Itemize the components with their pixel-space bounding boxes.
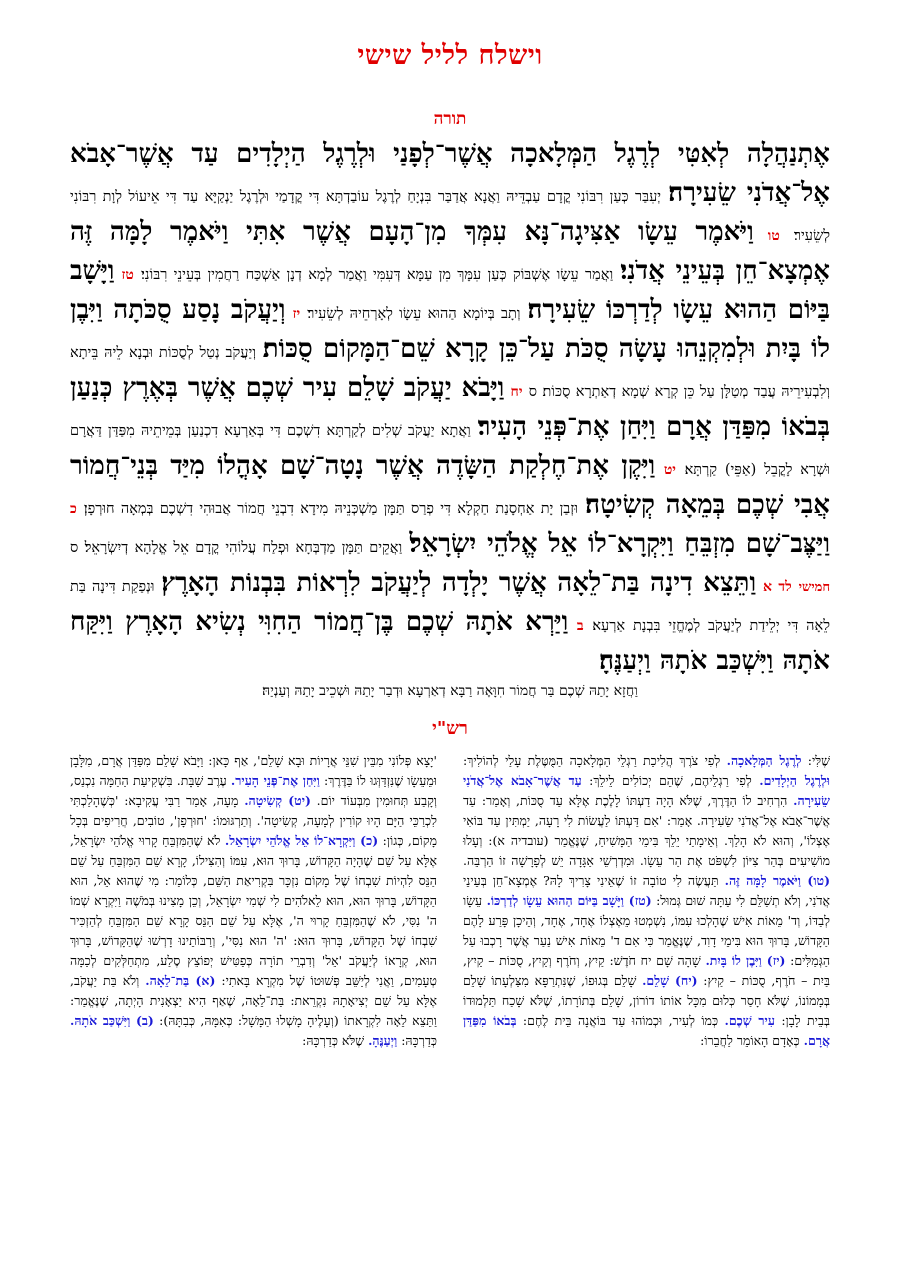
targum-text: וּנְפַקַת דִּינָה בַּת לֵאָה דִּי יְלֵידַת לְיַעֲקֹב לְמֶחֱזֵי בִּבְנָת אַרְעָא׃ (70, 579, 830, 634)
rashi-dibur-hamatchil: וַיִּחַן אֶת־פְּנֵי הָעִיר. (230, 773, 320, 788)
rashi-verse-ref: (א) בַּת־לֵאָה. (145, 973, 216, 988)
targum-text: וּזְבַן יָת אַחְסָנַת חַקְלָא דִּי פְרַס תַּמָּן מַשְׁכְּנֵיהּ מִידָא דִבְנֵי חֲמוֹר אֲבוּהִי דִשְׁכֶם בְּמְאָה חוּרְפָן׃ (83, 501, 579, 517)
targum-text: וַאֲקֵים תַּמָּן מַדְבְּחָא וּפְלַח עֲלוֹהִי קֳדָם אֵל אֱלָהָא דְיִשְׂרָאֵל׃ ס (70, 540, 403, 556)
verse-number: כ (70, 501, 77, 517)
verse-text: וַיֹּאמֶר עֵשָׂו אַצִּיגָה־נָּא עִמְּךָ מִן־הָעָם אֲשֶׁר אִתִּי וַיֹּאמֶר לָמָּה זֶּה אֶמְצָא־חֵן בְּעֵינֵי אֲדֹנִי׃ (70, 217, 830, 286)
rashi-text: עֵשָׂו לְבַדּוֹ, וְד' מֵאוֹת אִישׁ שֶׁהָלְכוּ עִמּוֹ, נִשְׁמְטוּ מֵאֶצְלוֹ אֶחָד, אֶחָד, וְהֵיכָן פָּרַע לָהֶם הַקָּדוֹשׁ, בָּרוּךְ הוּא בִּימֵי דָוִד, שֶׁנֶּאֱמַר כִּי אִם ד' מֵאוֹת אִישׁ נַעַר אֲשֶׁר רָכְבוּ עַל הַגְּמַלִּים: (463, 893, 831, 968)
rashi-text: שֶׁלֹּא כְּדַרְכָּהּ: (302, 1033, 369, 1048)
targum-final-line: וַחֲזָא יָתַהּ שְׁכֶם בַּר חֲמוֹר חִוָּאָה רַבָּא דְאַרְעָא וּדְבַר יָתַהּ וּשְׁכֵיב יָתַהּ וְעַנְיַהּ׃ (262, 683, 638, 699)
rashi-verse-ref: (טז) וַיָּשָׁב בַּיּוֹם הַהוּא עֵשָׂו לְדַרְכּוֹ. (486, 893, 652, 908)
verse-text: וַיָּבֹא יַעֲקֹב שָׁלֵם עִיר שְׁכֶם אֲשֶׁר בְּאֶרֶץ כְּנַעַן בְּבֹאוֹ מִפַּדַּן אֲרָם וַיִּחַן אֶת־פְּנֵי הָעִיר׃ (70, 373, 831, 442)
verse-number: יט (663, 462, 676, 478)
rashi-text: כְּדַרְכָּהּ: (397, 1033, 437, 1048)
verse-text: אֶתְנַהֲלָה לְאִטִּי לְרֶגֶל הַמְּלָאכָה אֲשֶׁר־לְפָנַי וּלְרֶגֶל הַיְלָדִים עַד אֲשֶׁר־אָבֹא אֶל־אֲדֹנִי שֵׂעִירָה׃ (70, 139, 831, 208)
page-title: וישלח לליל שישי (357, 40, 543, 71)
rashi-column-left (70, 751, 437, 1051)
rashi-verse-ref: (טו) וַיֹּאמֶר לָמָּה זֶּה. (724, 873, 830, 888)
verse-text: וַיִּקֶן אֶת־חֶלְקַת הַשָּׂדֶה אֲשֶׁר נָטָה־שָׁם אָהֳלוֹ מִיַּד בְּנֵי־חֲמוֹר אֲבִי שְׁכֶם בְּמֵאָה קְשִׂיטָה׃ (70, 451, 830, 520)
verse-number: לד א (763, 579, 792, 595)
rashi-verse-ref: (יח) שָׁלֵם. (642, 973, 698, 988)
rashi-dibur-hamatchil: לְרֶגֶל הַמְּלָאכָה. (726, 753, 802, 768)
rashi-text: מָעָה, אָמַר רַבִּי עֲקִיבָא: 'כְּשֶׁהָלַכְתִּי לִכְרַכֵּי הַיָּם הָיוּ קוֹרִין לְמָעָה, קְשִׂיטָה'. וְתַרְגּוּמוֹ: 'חוּרְפָן', טוֹבִים, חֲרִיפִים בְּכָל מָקוֹם, כְּגוֹן: (70, 793, 437, 848)
rashi-section-title: רש"י (432, 718, 468, 739)
rashi-text: שֶׁלִּי: (801, 753, 830, 768)
targum-text: וַאֲתָא יַעֲקֹב שְׁלִים לְקַרְתָּא דִשְׁכֶם דִּי בְּאַרְעָא דִכְנַעַן בְּמֵיתֵיהּ מִפַּדַּן דַּאֲרָם וּשְׁרָא לָקֳבֵל (אַפֵּי) קַרְתָּא׃ (70, 423, 831, 478)
verse-number: טו (767, 228, 780, 244)
rashi-commentary (70, 751, 830, 1051)
verse-text: וַיָּשָׁב בַּיּוֹם הַהוּא עֵשָׂו לְדַרְכּוֹ שֵׂעִירָה׃ (70, 256, 830, 325)
torah-text (70, 135, 830, 681)
targum-text: יְעִבַּר כְּעַן רִבּוֹנִי קֳדָם עַבְדֵּיהּ וַאֲנָא אֲדַבַּר בִּנְיָחַ לְרֶגֶל עוֹבַדְתָּא דִּי קֳדָמַי וּלְרֶגֶל יַנְקַיָּא עַד דִּי אֵיעוֹל לְוָת רִבּוֹנִי לְשֵׂעִיר׃ (70, 189, 831, 244)
rashi-text: שָׁלֵם בְּגוּפוֹ, שֶׁנִּתְרַפָּא מִצַּלְעָתוֹ שָׁלֵם בְּמָמוֹנוֹ, שֶׁלֹּא חָסַר כְּלוּם מִכָּל אוֹתוֹ דוֹרוֹן, שָׁלֵם בְּתוֹרָתוֹ, שֶׁלֹּא שָׁכַח תַּלְמוּדוֹ בְּבֵית לָבָן: (463, 973, 830, 1028)
rashi-text: כְּמוֹ לְעִיר, וּכְמוֹהוּ עַד בּוֹאֲנָה בֵּית לֶחֶם: (516, 1013, 725, 1028)
verse-number: טז (121, 267, 134, 283)
rashi-verse-ref: (כ) וַיִּקְרָא־לוֹ אֵל אֱלֹהֵי יִשְׂרָאֵל. (224, 833, 379, 848)
targum-text: וְתָב בְּיוֹמָא הַהוּא עֵשָׂו לְאָרְחֵיהּ לְשֵׂעִיר׃ (307, 306, 521, 322)
verse-number: ב (576, 618, 584, 634)
rashi-text: 'יָצָא פְּלוֹנִי מִבֵּין שִׁנֵּי אֲרָיוֹת וּבָא שָׁלֵם', אַף כָּאן: וַיָּבֹא שָׁלֵם מִפַּדַּן אֲרָם, מִלָּבָן וּמֵעֵשָׂו שֶׁנִּזְדַּוְּגוּ לוֹ בַּדֶּרֶךְ: (70, 753, 437, 788)
verse-text: וַיַּרְא אֹתָהּ שְׁכֶם בֶּן־חֲמוֹר הַחִוִּי נְשִׂיא הָאָרֶץ וַיִּקַּח אֹתָהּ וַיִּשְׁכַּב אֹתָהּ וַיְעַנֶּהָ׃ (70, 607, 830, 676)
verse-number: יח (510, 384, 523, 400)
rashi-verse-ref: (יט) קְשִׂיטָה. (244, 793, 311, 808)
targum-text: וַאֲמַר עֵשָׂו אֶשְׁבּוֹק כְּעַן עִמָּךְ מִן עַמָּא דְּעִמִּי וַאֲמַר לְמָא דְנָן אַשְׁכַּח רַחֲמִין בְּעֵינֵי רִבּוֹנִי׃ (141, 267, 614, 283)
rashi-dibur-hamatchil: וּלְרֶגֶל הַיְלָדִים. (759, 773, 830, 788)
rashi-text: הִרְחִיב לוֹ הַדֶּרֶךְ, שֶׁלֹּא הָיָה דַעְתּוֹ לָלֶכֶת אֶלָּא עַד סֻכּוֹת, וְאָמַר: עַד אֲשֶׁר־אָבֹא אֶל־אֲדֹנִי שֵׂעִירָה. אָמַר: 'אִם דַּעְתּוֹ לַעֲשׂוֹת לִי רָעָה, יַמְתִּין עַד בּוֹאִי אֶצְלוֹ', וְהוּא לֹא הָלַךְ. וְאֵימָתַי יֵלֵךְ בִּימֵי הַמָּשִׁיחַ, שֶׁנֶּאֱמַר (עובדיה א): וְעָלוּ מוֹשִׁיעִים בְּהַר צִיּוֹן לִשְׁפֹּט אֶת הַר עֵשָׂו. וּמִדְרְשֵׁי אַגָּדָה יֵשׁ לְפָרָשָׁה זוֹ הַרְבֵּה. (463, 793, 830, 868)
rashi-text: וְלֹא בַּת יַעֲקֹב, אֶלָּא עַל שֵׁם יְצִיאָתָהּ נִקְרֵאת: בַּת־לֵאָה, שֶׁאַף הִיא יַצְאָנִית הָיְתָה, שֶׁנֶּאֱמַר: וַתֵּצֵא לֵאָה לִקְרָאתוֹ (וְעָלֶיהָ מָשְׁלוּ הַמָּשָׁל: כְּאִמָּהּ, כְּבִתָּהּ): (70, 973, 437, 1028)
verse-number: יז (292, 306, 301, 322)
aliyah-marker: חמישי (798, 580, 831, 595)
rashi-text: כְּאָדָם הָאוֹמֵר לַחֲבֵרוֹ: (700, 1033, 804, 1048)
verse-text: וַיַּצֶּב־שָׁם מִזְבֵּחַ וַיִּקְרָא־לוֹ אֵל אֱלֹהֵי יִשְׂרָאֵל׃ (409, 529, 830, 559)
rashi-dibur-hamatchil: עִיר שְׁכֶם. (724, 1013, 775, 1028)
rashi-column-right (463, 751, 830, 1051)
rashi-text: לְפִי צֹרֶךְ הֲלִיכַת רַגְלֵי הַמְּלָאכָה הַמֻּטֶּלֶת עָלַי לְהוֹלִיךְ: (463, 753, 727, 768)
rashi-text: שָׁהָה שָׁם יח חֹדֶשׁ: קַיִץ, וְחֹרֶף וְקַיִץ, סֻכּוֹת – קַיִץ, בַּיִת – חֹרֶף, סֻכּוֹת – קַיִץ: (463, 953, 830, 988)
rashi-text: לְפִי רַגְלֵיהֶם, שֶׁהֵם יְכוֹלִים לֵילֵךְ: (581, 773, 760, 788)
verse-text: וְיַעֲקֹב נָסַע סֻכֹּתָה וַיִּבֶן לוֹ בָּיִת וּלְמִקְנֵהוּ עָשָׂה סֻכֹּת עַל־כֵּן קָרָא שֵׁם־הַמָּקוֹם סֻכּוֹת׃ (70, 295, 830, 364)
verse-text: וַתֵּצֵא דִינָה בַּת־לֵאָה אֲשֶׁר יָלְדָה לְיַעֲקֹב לִרְאוֹת בִּבְנוֹת הָאָרֶץ׃ (161, 568, 757, 598)
rashi-verse-ref: (יז) וַיִּבֶן לוֹ בָּיִת. (705, 953, 786, 968)
rashi-dibur-hamatchil: עַד אֲשֶׁר־אָבֹא אֶל־אֲדֹנִי שֵׂעִירָה. (463, 773, 830, 808)
rashi-text: לֹא שֶׁהַמִּזְבֵּחַ קָרוּי אֱלֹהֵי יִשְׂרָאֵל, אֶלָּא עַל שֵׁם שֶׁהָיָה הַקָּדוֹשׁ, בָּרוּךְ הוּא, עִמּוֹ וְהִצִּילוֹ, קָרָא שֵׁם הַמִּזְבֵּחַ עַל שֵׁם הַנֵּס לִהְיוֹת שִׁבְחוֹ שֶׁל מָקוֹם נִזְכָּר בִּקְרִיאַת הַשֵּׁם, כְּלוֹמַר: מִי שֶׁהוּא אֵל, הוּא הַקָּדוֹשׁ, בָּרוּךְ הוּא, הוּא לֵאלֹהִים לִי שְׁמִי יִשְׂרָאֵל, וְכֵן מָצִינוּ בְּמֹשֶׁה וַיִּקְרָא שְׁמוֹ ה' נִסִּי, לֹא שֶׁהַמִּזְבֵּחַ קָרוּי ה', אֶלָּא עַל שֵׁם הַנֵּס קָרָא שֵׁם הַמִּזְבֵּחַ לְהַזְכִּיר שִׁבְחוֹ שֶׁל הַקָּדוֹשׁ, בָּרוּךְ הוּא: 'ה' הוּא נִסִּי', וְרַבּוֹתֵינוּ דָרְשׁוּ שֶׁהַקָּדוֹשׁ, בָּרוּךְ הוּא, קְרָאוֹ לְיַעֲקֹב 'אֵל' וְדִבְרֵי תוֹרָה כְּפַטִּישׁ יְפוֹצֵץ סֶלַע, מִתְחַלְּקִים לְכַמָּה טְעָמִים, וַאֲנִי לְיַשֵּׁב פְּשׁוּטוֹ שֶׁל מִקְרָא בָּאתִי: (70, 833, 437, 988)
rashi-text: עֶרֶב שַׁבָּת. בִּשְׁקִיעַת הַחַמָּה נִכְנַס, וְקָבַע תְּחוּמִין מִבְּעוֹד יוֹם. (70, 773, 438, 808)
rashi-verse-ref: (ב) וַיִּשְׁכַּב אֹתָהּ. (70, 1013, 154, 1028)
rashi-dibur-hamatchil: וַיְעַנֶּהָ. (368, 1033, 398, 1048)
rashi-text: תַּעֲשֶׂה לִי טוֹבָה זוֹ שֶׁאֵינִי צָרִיךְ לָהּ? אֶמְצָא־חֵן בְּעֵינֵי אֲדֹנִי, וְלֹא תְשַׁלֵּם לִי עַתָּה שׁוּם גְּמוּל: (463, 873, 830, 908)
rashi-dibur-hamatchil: בְּבֹאוֹ מִפַּדַּן אֲרָם. (463, 1013, 830, 1048)
torah-section-title: תורה (433, 109, 467, 129)
targum-text: וְיַעֲקֹב נְטַל לְסֻכּוֹת וּבְנָא לֵיהּ בֵּיתָא וְלִבְעִירֵיהּ עֲבַד מְטַלָּן עַל כֵּן קְרָא שְׁמָא דְאַתְרָא סֻכּוֹת׃ ס (70, 345, 830, 400)
